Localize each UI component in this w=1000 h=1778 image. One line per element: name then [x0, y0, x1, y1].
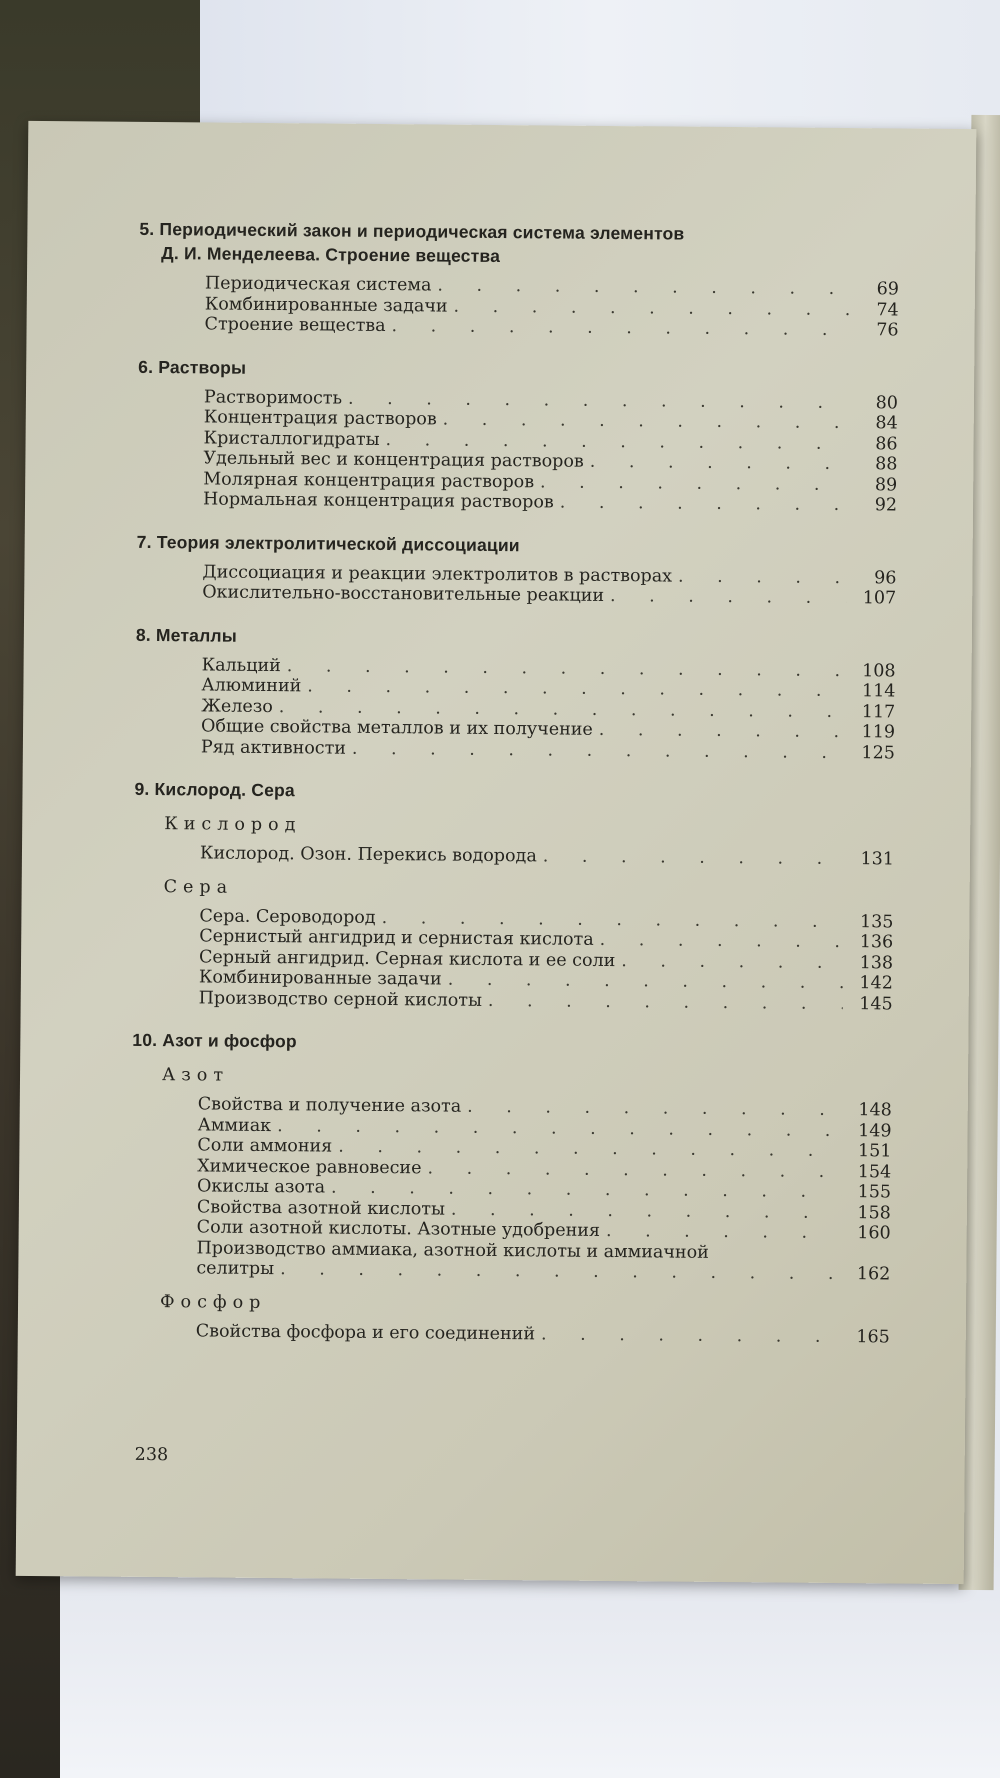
entry-page-number: 80	[875, 392, 899, 413]
entry-title: Кальций	[201, 654, 281, 676]
entry-page-number: 86	[875, 433, 898, 454]
entry-title: Свойства и получение азота	[197, 1094, 462, 1117]
entry-page-number: 149	[858, 1120, 892, 1141]
entry-title: Строение вещества	[204, 314, 386, 337]
page-number: 238	[134, 1444, 169, 1466]
entry-list	[133, 905, 894, 1014]
subsection-heading: Кислород	[164, 814, 302, 836]
entry-title: Кислород. Озон. Перекись водорода	[199, 843, 537, 867]
entry-page-number: 88	[875, 454, 898, 475]
entry-title: Соли азотной кислоты. Азотные удобрения	[196, 1217, 601, 1241]
chapter-title-text: 6. Растворы	[138, 356, 247, 378]
entry-title: селитры	[196, 1258, 275, 1280]
entry-page-number: 107	[862, 588, 897, 609]
entry-title: Свойства фосфора и его соединений	[195, 1320, 536, 1344]
dot-leader	[488, 990, 843, 1014]
entry-list	[135, 654, 896, 763]
entry-title: Удельный вес и концентрация растворов	[203, 448, 584, 472]
subsection-heading: Фосфор	[159, 1291, 267, 1313]
entry-title: Концентрация растворов	[203, 407, 437, 430]
entry-page-number: 89	[874, 474, 898, 495]
chapter-block	[137, 354, 898, 516]
chapter-block	[136, 529, 897, 609]
entry-list	[136, 561, 896, 609]
dot-leader	[540, 472, 847, 495]
chapter-title-text: 8. Металлы	[135, 624, 238, 646]
toc-entry	[134, 843, 894, 870]
entry-page-number: 108	[862, 660, 896, 681]
entry-page-number: 114	[861, 681, 896, 702]
entry-page-number: 162	[856, 1264, 891, 1285]
entry-title: Комбинированные задачи	[204, 293, 448, 317]
dot-leader	[599, 720, 845, 743]
dot-leader	[280, 1259, 840, 1284]
chapter-title	[132, 1028, 892, 1059]
entry-title: Производство серной кислоты	[198, 987, 483, 1011]
chapter-title-text: 7. Теория электролитической диссоциации	[136, 531, 520, 555]
entry-page-number: 92	[874, 495, 898, 516]
dot-leader	[621, 951, 843, 973]
table-of-contents	[130, 217, 900, 1348]
book-page	[16, 121, 977, 1584]
dot-leader	[352, 738, 845, 763]
entry-page-number: 155	[857, 1182, 892, 1203]
entry-page-number: 165	[856, 1326, 890, 1347]
chapter-title	[137, 529, 897, 560]
entry-title: Комбинированные задачи	[198, 967, 442, 990]
entry-page-number: 96	[874, 567, 897, 588]
entry-title: Окислы азота	[196, 1176, 326, 1198]
dot-leader	[610, 586, 846, 609]
dot-leader	[392, 316, 849, 340]
entry-title: Растворимость	[203, 386, 343, 409]
entry-title: Диссоциация и реакции электролитов в растворах	[202, 561, 673, 587]
dot-leader	[590, 452, 848, 475]
subsection-heading: Сера	[163, 876, 234, 898]
dot-leader	[541, 1324, 840, 1347]
entry-title: Сера. Сероводород	[199, 905, 376, 928]
chapter-block	[130, 1028, 893, 1348]
entry-page-number: 76	[876, 320, 899, 341]
entry-title: Производство аммиака, азотной кислоты и аммиачной	[196, 1237, 709, 1263]
entry-title: Железо	[201, 695, 273, 717]
chapter-title	[134, 777, 894, 808]
entry-page-number: 74	[876, 299, 899, 320]
entry-page-number: 151	[857, 1141, 892, 1162]
dot-leader	[678, 566, 847, 588]
chapter-title-continuation: Д. И. Менделеева. Строение вещества	[161, 243, 501, 267]
chapter-title-text: 10. Азот и фосфор	[132, 1029, 297, 1052]
entry-title: Химическое равновесие	[197, 1155, 422, 1178]
entry-page-number: 125	[861, 742, 895, 763]
entry-title: Кристаллогидраты	[203, 427, 380, 450]
toc-entry	[130, 1320, 890, 1347]
entry-page-number: 158	[857, 1202, 891, 1223]
entry-title: Молярная концентрация растворов	[203, 468, 535, 492]
dot-leader	[543, 846, 844, 869]
dot-leader	[606, 1221, 841, 1244]
entry-title: Периодическая система	[204, 273, 432, 296]
entry-page-number: 117	[861, 701, 896, 722]
chapter-block	[139, 217, 900, 341]
chapter-title	[138, 354, 898, 385]
entry-list	[130, 1094, 892, 1285]
entry-page-number: 145	[859, 993, 893, 1014]
entry-page-number: 84	[875, 413, 898, 434]
entry-list	[130, 1320, 890, 1347]
dot-leader	[560, 493, 847, 516]
entry-page-number: 138	[859, 952, 894, 973]
subsection-heading: Азот	[161, 1065, 230, 1086]
entry-title: Аммиак	[197, 1114, 272, 1136]
entry-page-number: 142	[859, 973, 893, 994]
chapter-block	[133, 777, 895, 1015]
entry-title: Окислительно-восстановительные реакции	[202, 582, 605, 606]
entry-title: Сернистый ангидрид и сернистая кислота	[199, 926, 594, 950]
background-board-bottom	[60, 1560, 1000, 1778]
entry-list	[134, 843, 894, 870]
chapter-title-text: 9. Кислород. Сера	[134, 778, 296, 801]
dot-leader	[600, 930, 844, 953]
entry-title: Алюминий	[201, 675, 302, 697]
entry-title: Свойства азотной кислоты	[196, 1196, 446, 1220]
entry-title: Ряд активности	[200, 736, 347, 759]
chapter-title	[139, 217, 899, 272]
chapter-block	[135, 622, 896, 763]
entry-title: Нормальная концентрация растворов	[202, 489, 554, 513]
entry-title: Серный ангидрид. Серная кислота и ее соли	[198, 946, 616, 971]
entry-page-number: 160	[857, 1223, 891, 1244]
entry-page-number: 131	[860, 849, 895, 870]
entry-page-number: 135	[859, 911, 894, 932]
chapter-title-text: 5. Периодический закон и периодическая система элементов	[139, 218, 685, 244]
entry-list	[139, 273, 900, 341]
chapter-title	[136, 622, 896, 653]
entry-page-number: 136	[859, 932, 894, 953]
entry-page-number: 119	[861, 722, 896, 743]
entry-title: Соли аммония	[197, 1135, 333, 1157]
entry-page-number: 154	[857, 1161, 892, 1182]
entry-page-number: 148	[858, 1100, 892, 1121]
entry-page-number: 69	[876, 279, 900, 300]
entry-list	[137, 386, 898, 516]
entry-title: Общие свойства металлов и их получение	[201, 716, 593, 740]
